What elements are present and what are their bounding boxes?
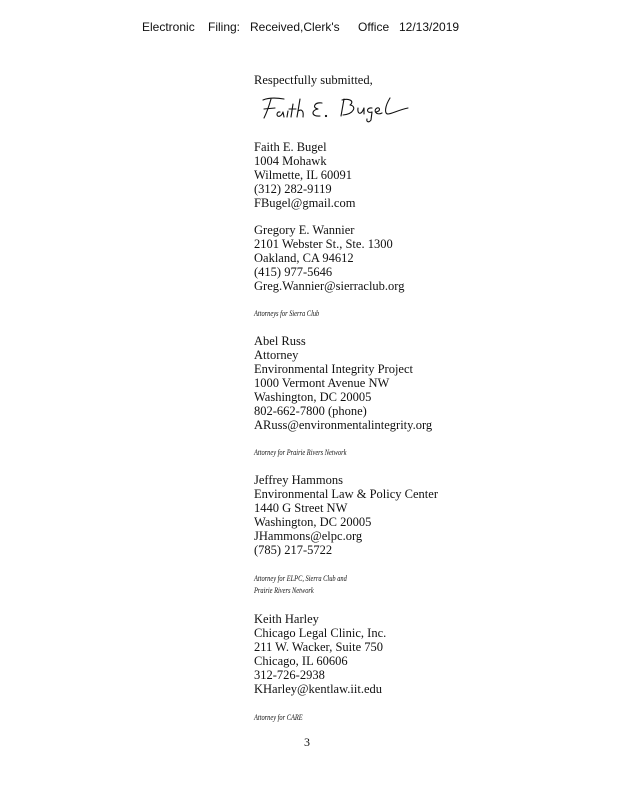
role-line: Prairie Rivers Network <box>254 586 314 595</box>
contact-phone: (785) 217-5722 <box>254 543 333 557</box>
filing-label: Filing: <box>208 20 241 34</box>
contact-address: 1000 Vermont Avenue NW <box>254 376 390 390</box>
contact-phone: (415) 977-5646 <box>254 265 333 279</box>
contact-city: Wilmette, IL 60091 <box>254 168 352 182</box>
contact-address: 2101 Webster St., Ste. 1300 <box>254 237 393 251</box>
contact-phone: (312) 282-9119 <box>254 182 332 196</box>
office-label: Office <box>358 20 390 34</box>
contact-name: Gregory E. Wannier <box>254 223 355 237</box>
contact-phone: 312-726-2938 <box>254 668 325 682</box>
contact-faith-bugel <box>254 140 355 210</box>
contact-email: FBugel@gmail.com <box>254 196 356 210</box>
role-sierra-club: Attorneys for Sierra Club <box>254 309 320 318</box>
contact-organization: Environmental Integrity Project <box>254 362 413 376</box>
contact-city: Washington, DC 20005 <box>254 390 372 404</box>
contact-name: Keith Harley <box>254 612 319 626</box>
contact-jeffrey-hammons <box>254 473 438 557</box>
role-prairie-rivers: Attorney for Prairie Rivers Network <box>254 448 347 457</box>
contact-address: 211 W. Wacker, Suite 750 <box>254 640 384 654</box>
contact-organization: Environmental Law & Policy Center <box>254 487 438 501</box>
contact-address: 1004 Mohawk <box>254 154 327 168</box>
received-label: Received,Clerk's <box>250 20 340 34</box>
contact-name: Faith E. Bugel <box>254 140 327 154</box>
contact-email: JHammons@elpc.org <box>254 529 363 543</box>
contact-gregory-wannier <box>254 223 405 293</box>
contact-abel-russ <box>254 334 432 432</box>
contact-email: ARuss@environmentalintegrity.org <box>254 418 433 432</box>
contact-email: Greg.Wannier@sierraclub.org <box>254 279 405 293</box>
contact-name: Abel Russ <box>254 334 306 348</box>
role-care: Attorney for CARE <box>254 713 303 722</box>
contact-city: Chicago, IL 60606 <box>254 654 348 668</box>
contact-keith-harley <box>254 612 386 696</box>
contact-city: Washington, DC 20005 <box>254 515 372 529</box>
contact-email: KHarley@kentlaw.iit.edu <box>254 682 383 696</box>
contact-organization: Chicago Legal Clinic, Inc. <box>254 626 387 640</box>
signature-image <box>258 94 418 124</box>
contact-phone: 802-662-7800 (phone) <box>254 404 367 418</box>
filing-type: Electronic <box>142 20 195 34</box>
role-elpc <box>254 573 347 597</box>
closing-text: Respectfully submitted, <box>254 73 373 87</box>
page-number: 3 <box>304 735 310 749</box>
contact-address: 1440 G Street NW <box>254 501 348 515</box>
contact-title: Attorney <box>254 348 299 362</box>
contact-name: Jeffrey Hammons <box>254 473 343 487</box>
contact-city: Oakland, CA 94612 <box>254 251 354 265</box>
filing-date: 12/13/2019 <box>399 20 460 34</box>
role-line: Attorney for ELPC, Sierra Club and <box>254 574 347 583</box>
